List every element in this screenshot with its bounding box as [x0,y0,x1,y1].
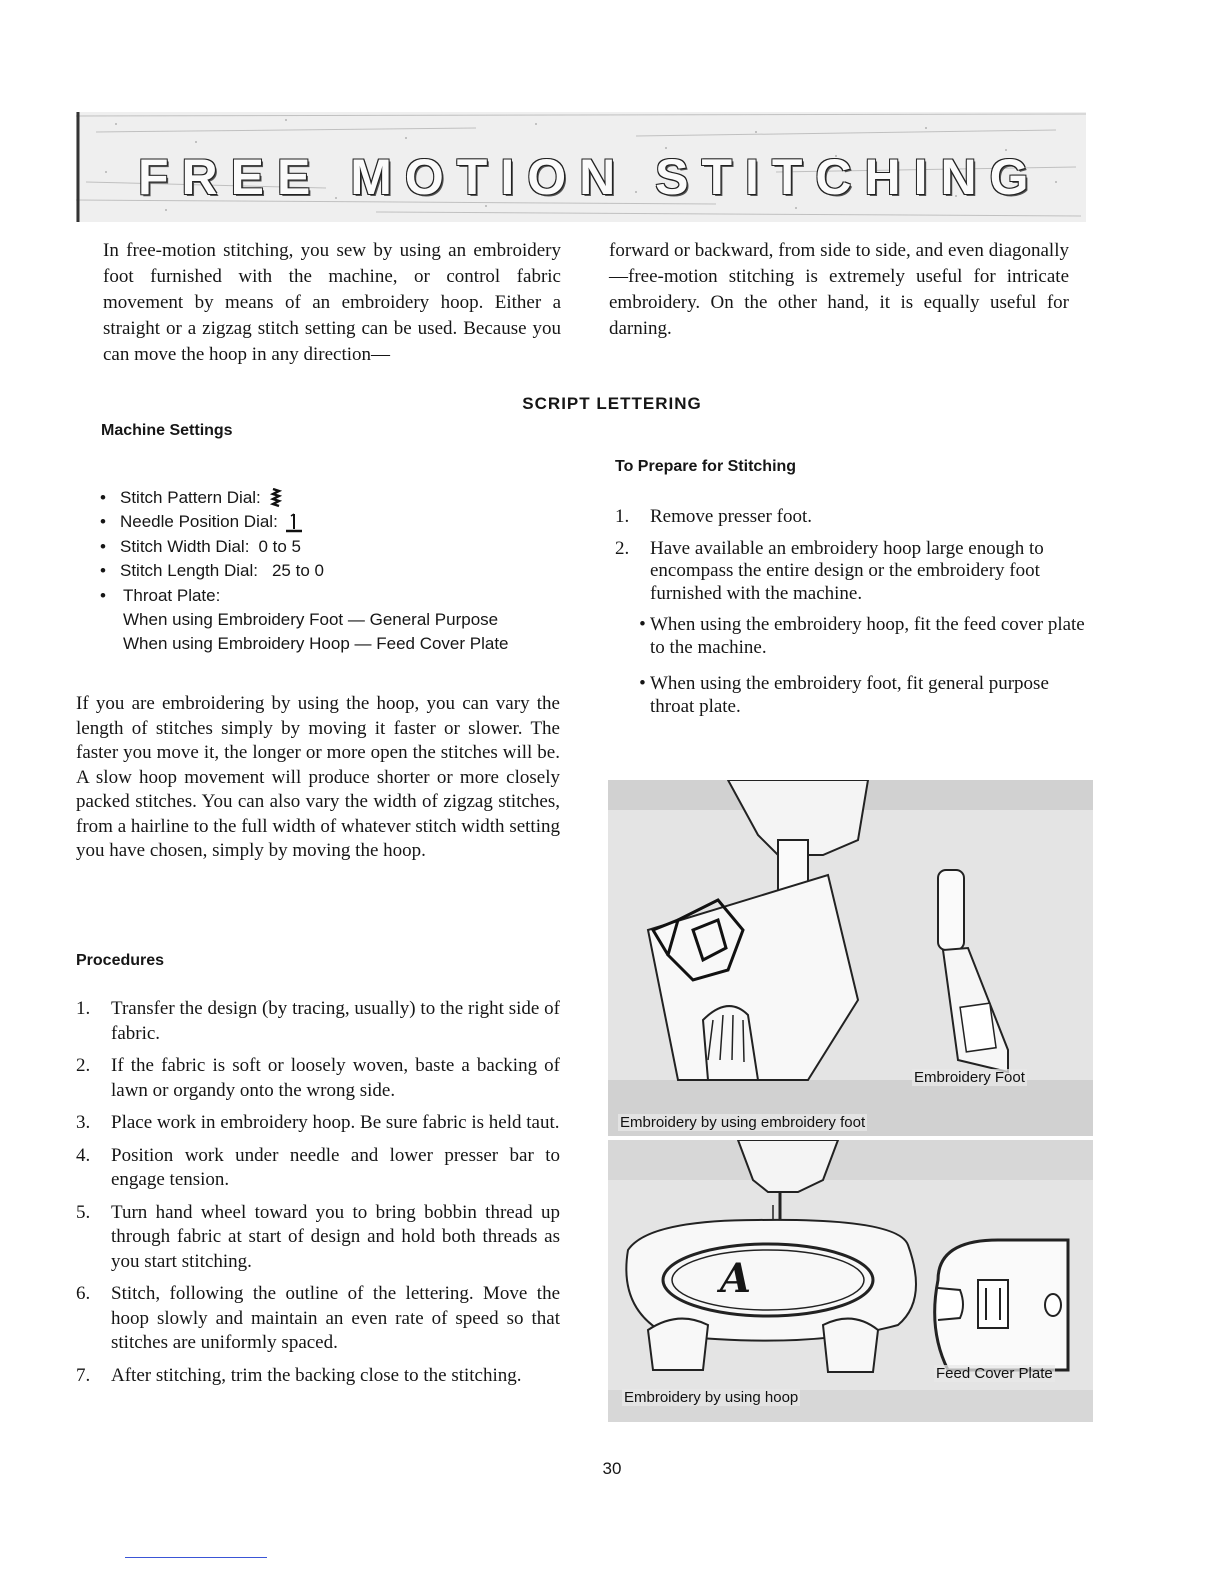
step-text: After stitching, trim the backing close to the stitching. [111,1364,522,1386]
step-number: 7. [76,1364,91,1386]
procedure-step [76,997,560,1046]
prepare-step [615,538,1097,606]
setting-label: Stitch Length Dial: [120,561,258,581]
setting-stitch-length: • Stitch Length Dial: 25 to 0 [100,559,580,583]
setting-value: 25 to 0 [271,561,324,581]
setting-throat-plate: • Throat Plate: [100,584,580,608]
setting-stitch-width: • Stitch Width Dial: 0 to 5 [100,535,580,559]
section-heading: SCRIPT LETTERING [522,394,702,413]
step-number: 2. [76,1055,91,1076]
machine-settings-list [100,486,580,657]
step-number: 4. [76,1144,91,1166]
center-needle-position-icon [284,512,304,534]
procedure-step [76,1201,560,1275]
setting-label: Stitch Width Dial: [120,536,250,556]
step-text: Turn hand wheel toward you to bring bobbin thread up through fabric at start of design and hold both threads as you start stitching. [111,1201,560,1272]
procedure-step [76,1364,560,1389]
step-number: 6. [76,1283,91,1304]
prepare-step [615,506,1097,529]
prepare-bullet: • When using the embroidery foot, fit general purpose throat plate. [635,673,1097,718]
step-text: Stitch, following the outline of the lettering. Move the hoop slowly and maintain an even rate of speed so that stitches are uniformly spaced. [111,1283,560,1353]
setting-label: Stitch Pattern Dial: [120,488,261,507]
procedures-heading: Procedures [76,952,165,969]
step-text: Place work in embroidery hoop. Be sure fabric is held taut. [111,1112,560,1133]
step-text: If the fabric is soft or loosely woven, baste a backing of lawn or organdy onto the wrong side. [111,1055,560,1101]
header-banner [76,112,1086,222]
bullet-text: When using the embroidery foot, fit general purpose throat plate. [650,673,1049,717]
setting-label: Needle Position Dial: [120,512,278,532]
throat-plate-note: When using Embroidery Hoop — Feed Cover Plate [123,634,509,654]
hoop-caption: Embroidery by using hoop [624,1389,799,1406]
procedure-step [76,1144,560,1193]
step-number: 3. [76,1112,91,1133]
hoop-paragraph: If you are embroidering by using the hoop, you can vary the length of stitches simply by moving it faster or slower. The faster you move it, the longer or more open the stitches will be. A slow hoop movement will produce shorter or more closely packed stitches. You can also vary the width of zigzag stitches, from a hairline to the full width of whatever stitch width setting you have chosen, simply by moving the hoop. [76,693,560,861]
setting-value: 0 to 5 [258,536,301,556]
procedure-step [76,1282,560,1356]
procedure-step [76,1054,560,1103]
machine-settings-heading: Machine Settings [101,422,233,439]
procedures-list [76,997,560,1396]
step-text: Transfer the design (by tracing, usually) to the right side of fabric. [111,998,560,1044]
straight-stitch-pattern-icon [269,488,283,508]
foot-caption: Embroidery by using embroidery foot [620,1114,866,1131]
bullet-text: When using the embroidery hoop, fit the feed cover plate to the machine. [650,614,1085,658]
procedure-step [76,1111,560,1136]
step-number: 1. [76,998,91,1019]
throat-plate-note: When using Embroidery Foot — General Purpose [123,610,499,630]
step-text: Position work under needle and lower presser bar to engage tension. [111,1144,560,1190]
step-number: 2. [615,537,630,559]
step-number: 5. [76,1201,91,1223]
step-text: Have available an embroidery hoop large enough to encompass the entire design or the embroidery foot furnished with the machine. [650,537,1044,604]
intro-paragraph-left: In free-motion stitching, you sew by using an embroidery foot furnished with the machine, or control fabric movement by means of an embroidery hoop. Either a straight or a zigzag stitch setting can be used. Because you can move the hoop in any direction— [103,240,561,365]
setting-needle-position: • Needle Position Dial: [100,510,580,534]
prepare-bullet: • When using the embroidery hoop, fit the feed cover plate to the machine. [635,614,1097,659]
prepare-list [615,506,1097,727]
setting-stitch-pattern: • Stitch Pattern Dial: [100,486,580,510]
feed-cover-plate-label: Feed Cover Plate [936,1365,1053,1382]
embroidery-foot-label: Embroidery Foot [914,1069,1025,1086]
page-title: FREE MOTION STITCHING [138,149,1042,205]
footer-rule [125,1557,267,1558]
step-text: Remove presser foot. [650,506,812,527]
page-number: 30 [602,1459,622,1478]
hoop-letter-design: A [720,1255,752,1302]
intro-paragraph-right: forward or backward, from side to side, and even diagonally—free-motion stitching is extremely useful for intricate embroidery. On the other hand, it is equally useful for darning. [609,240,1069,339]
embroidery-foot-illustration [608,780,1093,1136]
setting-label: Throat Plate: [123,585,221,605]
prepare-heading: To Prepare for Stitching [615,458,797,475]
step-number: 1. [615,506,630,527]
embroidery-hoop-illustration [608,1140,1093,1422]
